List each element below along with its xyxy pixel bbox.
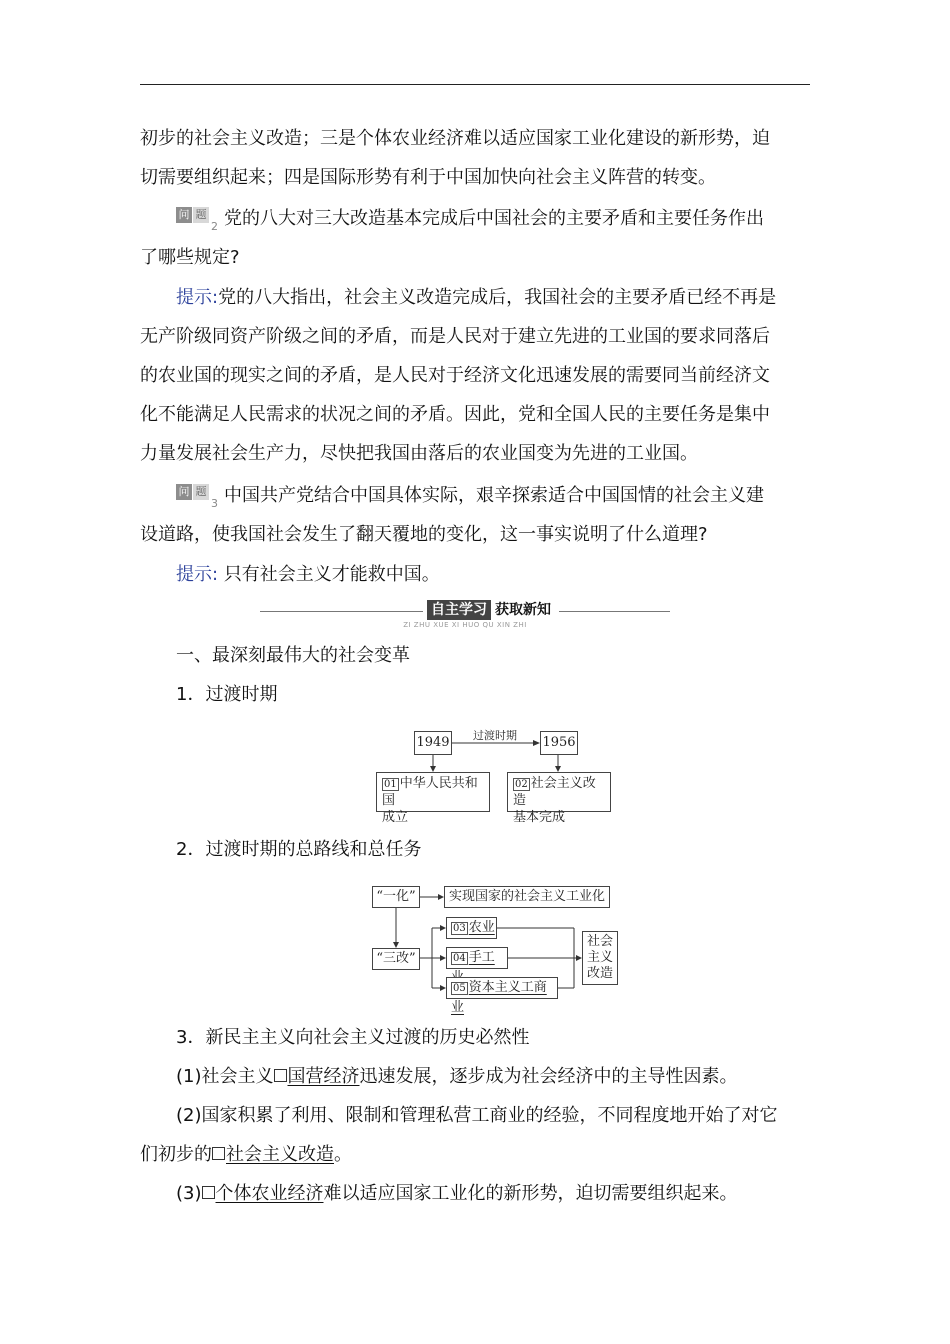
answer-2 bbox=[140, 278, 812, 473]
reason-2-line-2: 们初步的 社会主义改造。 bbox=[140, 1144, 352, 1165]
item-2-title: 2．过渡时期的总路线和总任务 bbox=[176, 839, 422, 860]
year-1949-box: 1949 bbox=[414, 731, 452, 755]
section-banner bbox=[260, 598, 670, 634]
reason-3-term: 个体农业经济 bbox=[215, 1183, 324, 1204]
banner-title: 获取新知 bbox=[495, 602, 551, 618]
industrialization-box: 实现国家的社会主义工业化 bbox=[444, 886, 610, 908]
reason-2-line-1: (2)国家积累了利用、限制和管理私营工商业的经验，不同程度地开始了对它 bbox=[176, 1105, 778, 1126]
answer-3 bbox=[140, 555, 812, 594]
blank-04-tag: 04 bbox=[453, 953, 466, 964]
question-2 bbox=[140, 199, 812, 277]
question-icon: 问 题$^3$ bbox=[176, 484, 218, 502]
item-3-title: 3．新民主主义向社会主义过渡的历史必然性 bbox=[176, 1027, 530, 1048]
intro-paragraph bbox=[140, 119, 812, 197]
blank-checkbox-icon bbox=[274, 1069, 287, 1082]
agriculture-box: 03 农业 bbox=[446, 917, 497, 939]
section-1 bbox=[140, 636, 812, 714]
item-3 bbox=[140, 1018, 812, 1213]
question-icon: 问 题$^2$ bbox=[176, 207, 218, 225]
blank-02-tag: 02 bbox=[515, 779, 528, 790]
blank-03-tag: 03 bbox=[453, 923, 466, 934]
reason-3: (3) 个体农业经济难以适应国家工业化的新形势，迫切需要组织起来。 bbox=[176, 1183, 738, 1204]
banner-tag: 自主学习 bbox=[427, 600, 491, 620]
hint-label: 提示: bbox=[176, 287, 219, 308]
answer-2-line-2: 无产阶级同资产阶级之间的矛盾，而是人民对于建立先进的工业国的要求同落后 bbox=[140, 326, 770, 347]
question-2-line-2: 了哪些规定? bbox=[140, 247, 240, 268]
answer-2-line-3: 的农业国的现实之间的矛盾，是人民对于经济文化迅速发展的需要同当前经济文 bbox=[140, 365, 770, 386]
capitalist-commerce-box: 05 资本主义工商业 bbox=[446, 977, 558, 999]
item-2 bbox=[140, 830, 812, 869]
answer-2-line-5: 力量发展社会生产力，尽快把我国由落后的农业国变为先进的工业国。 bbox=[140, 443, 698, 464]
intro-line-1: 初步的社会主义改造；三是个体农业经济难以适应国家工业化建设的新形势，迫 bbox=[140, 128, 770, 149]
blank-checkbox-icon bbox=[202, 1186, 215, 1199]
transition-period-label: 过渡时期 bbox=[473, 729, 517, 742]
prc-founded-box: 01 中华人民共和国 成立 bbox=[376, 772, 490, 812]
blank-01-tag: 01 bbox=[384, 779, 397, 790]
year-1956-box: 1956 bbox=[540, 731, 578, 755]
blank-05-tag: 05 bbox=[453, 983, 466, 994]
question-3 bbox=[140, 476, 812, 554]
header-rule bbox=[140, 84, 810, 85]
sangai-box: “三改” bbox=[372, 948, 420, 970]
question-2-line-1: 党的八大对三大改造基本完成后中国社会的主要矛盾和主要任务作出 bbox=[224, 208, 764, 229]
reason-1-term: 国营经济 bbox=[287, 1066, 360, 1087]
blank-checkbox-icon bbox=[212, 1147, 225, 1160]
section-1-title: 一、最深刻最伟大的社会变革 bbox=[176, 645, 410, 666]
answer-2-line-1: 党的八大指出，社会主义改造完成后，我国社会的主要矛盾已经不再是 bbox=[218, 287, 777, 308]
answer-3-text: 只有社会主义才能救中国。 bbox=[223, 564, 440, 585]
reform-completed-box: 02 社会主义改造 基本完成 bbox=[507, 772, 611, 812]
intro-line-2: 切需要组织起来；四是国际形势有利于中国加快向社会主义阵营的转变。 bbox=[140, 167, 716, 188]
item-1-title: 1．过渡时期 bbox=[176, 684, 278, 705]
yihua-box: “一化” bbox=[372, 886, 420, 908]
answer-2-line-4: 化不能满足人民需求的状况之间的矛盾。因此，党和全国人民的主要任务是集中 bbox=[140, 404, 770, 425]
hint-label: 提示: bbox=[176, 564, 219, 585]
question-3-line-2: 设道路，使我国社会发生了翻天覆地的变化，这一事实说明了什么道理? bbox=[140, 524, 708, 545]
reason-1: (1)社会主义 国营经济迅速发展，逐步成为社会经济中的主导性因素。 bbox=[176, 1066, 738, 1087]
question-3-line-1: 中国共产党结合中国具体实际，艰辛探索适合中国国情的社会主义建 bbox=[224, 485, 764, 506]
reason-2-term: 社会主义改造 bbox=[226, 1144, 334, 1165]
banner-pinyin: ZI ZHU XUE XI HUO QU XIN ZHI bbox=[403, 621, 527, 629]
socialist-reform-box: 社会 主义 改造 bbox=[582, 931, 618, 985]
handicraft-box: 04 手工 bbox=[446, 947, 508, 969]
